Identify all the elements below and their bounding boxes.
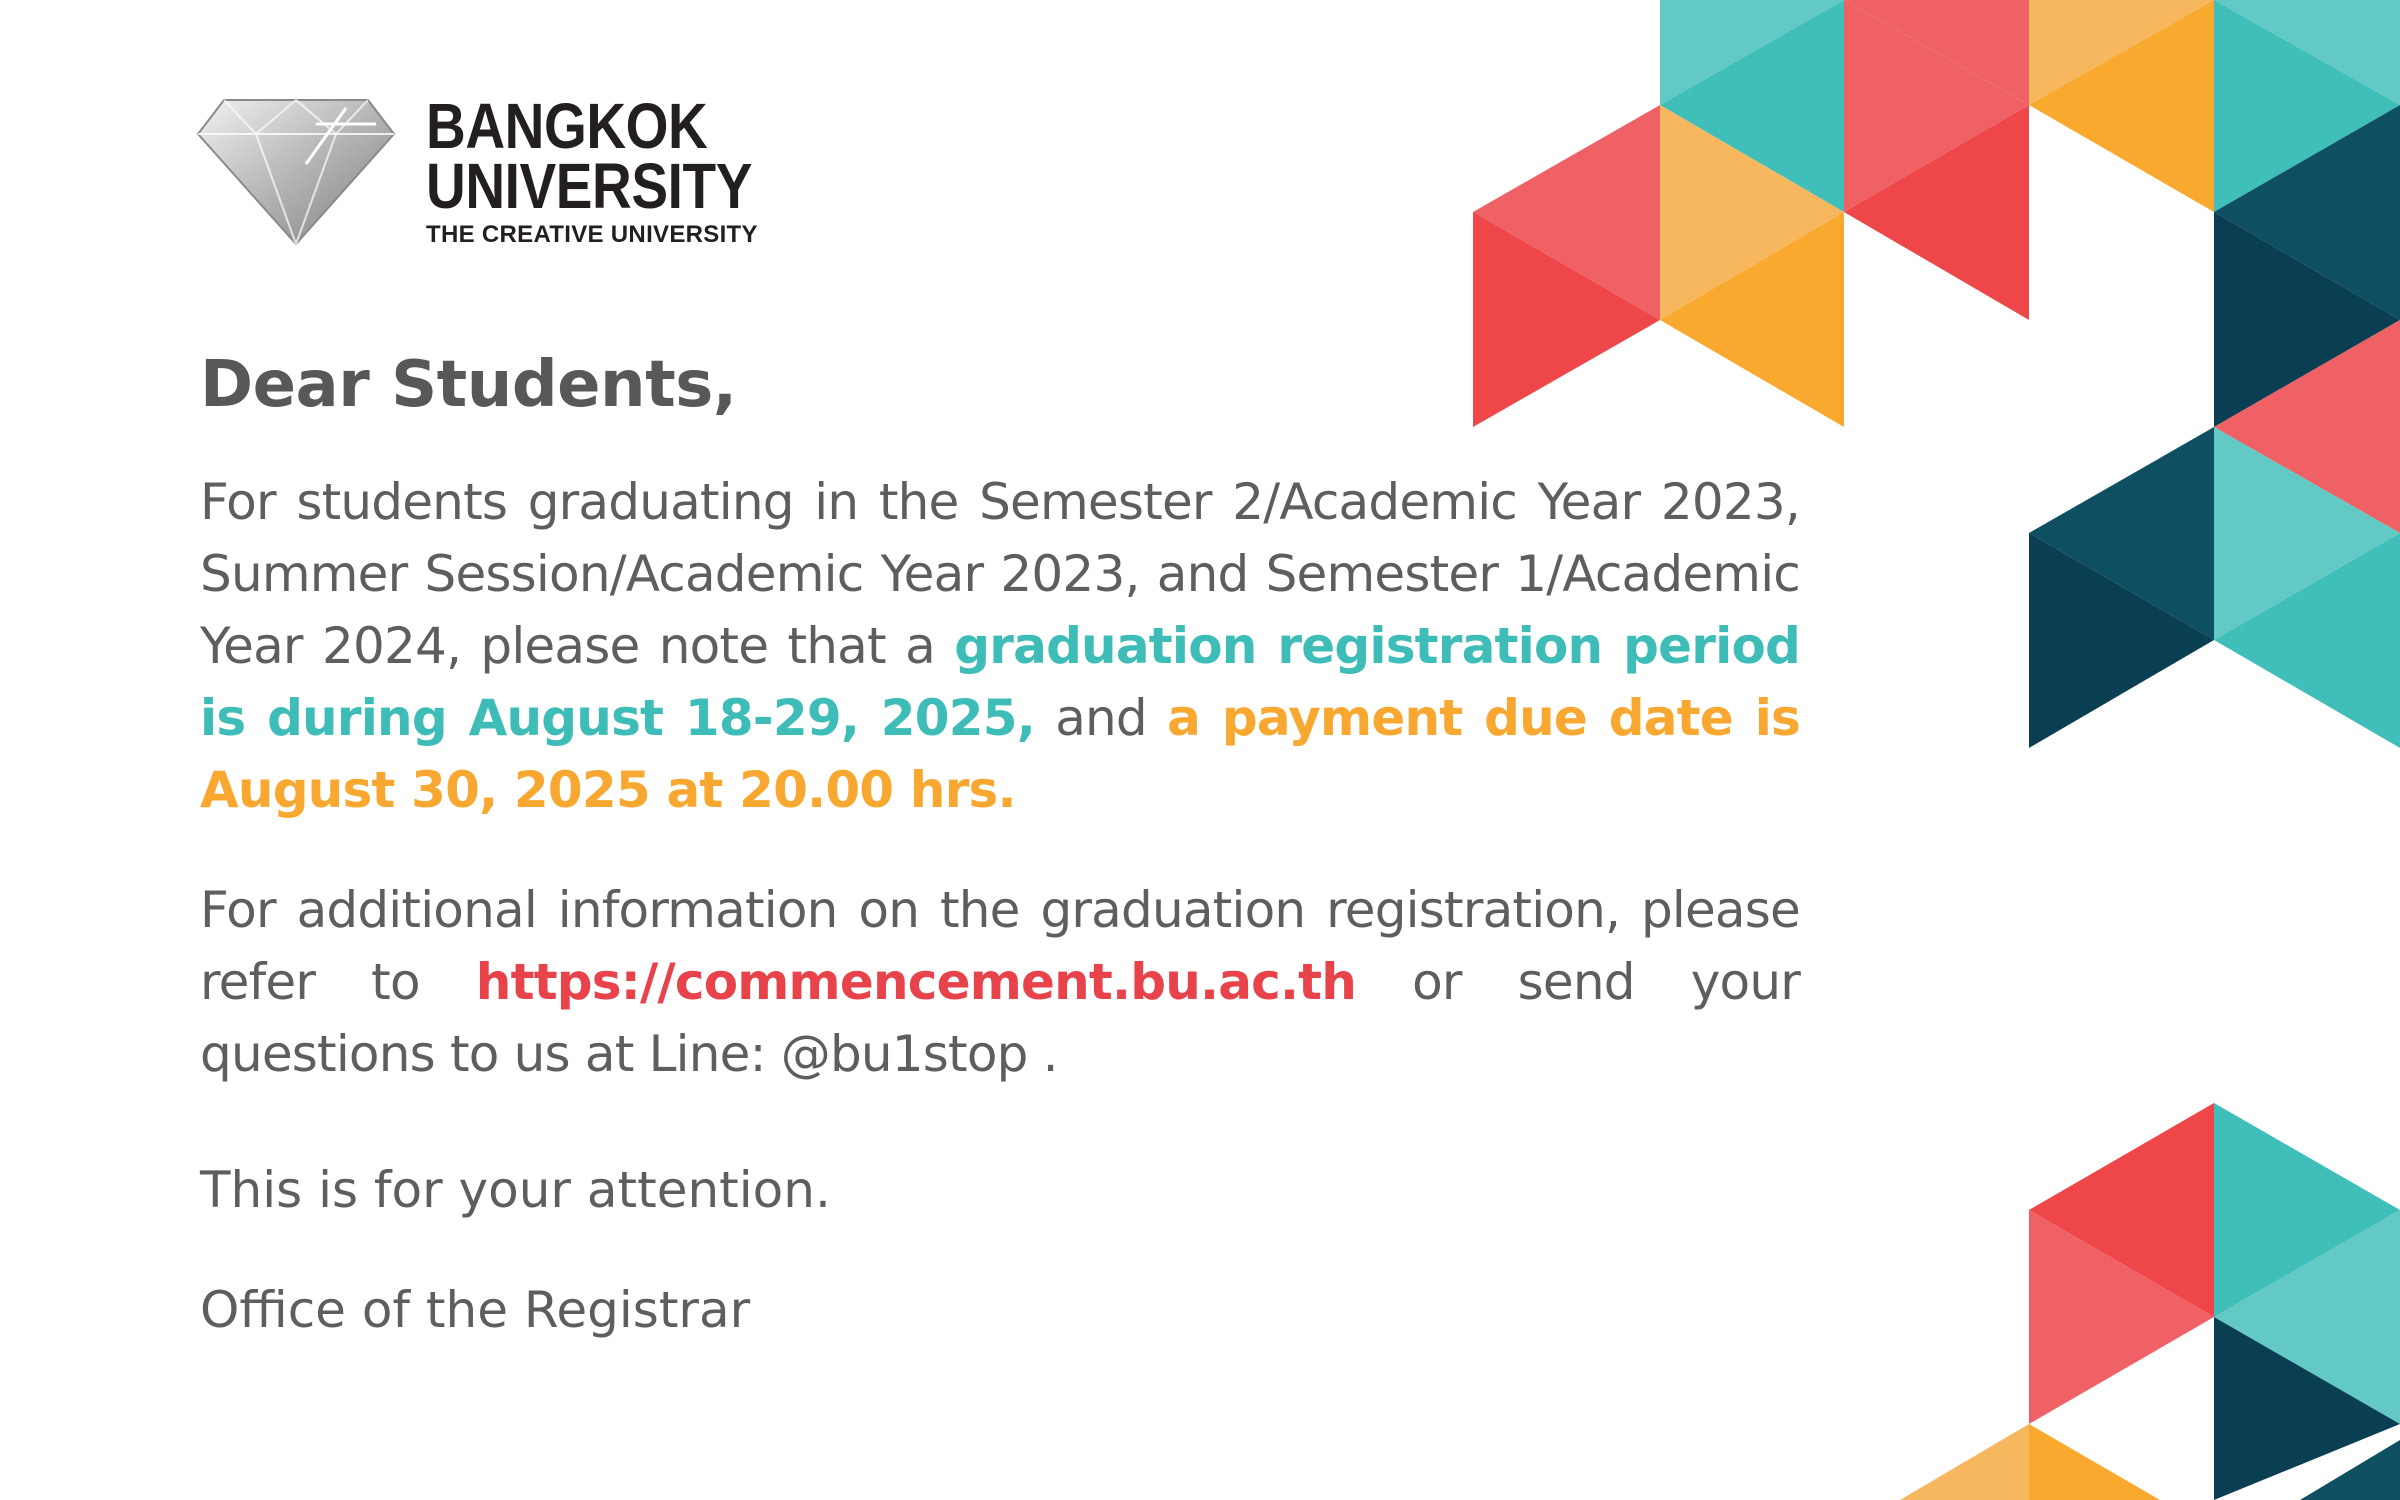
logo-title-line1: BANGKOK [426, 90, 708, 162]
registration-period-highlight: graduation registration period is during August 18-29, 2025, [200, 617, 1800, 747]
greeting: Dear Students, [200, 348, 737, 422]
diamond-icon [196, 94, 396, 246]
letter-body [200, 340, 1800, 1346]
closing-line: This is for your attention. [200, 1161, 831, 1219]
university-logo [196, 90, 805, 250]
registration-paragraph [200, 466, 1800, 826]
info-intro: For additional information on the graduation registration, please refer to [200, 881, 1800, 1011]
signature: Office of the Registrar [200, 1281, 751, 1339]
payment-due-highlight: a payment due date is August 30, 2025 at 20.00 hrs. [200, 689, 1800, 819]
info-outro: or send your questions to us at Line: @bu1stop . [200, 953, 1800, 1083]
logo-tagline: THE CREATIVE UNIVERSITY [426, 221, 758, 248]
logo-title-line2: UNIVERSITY [426, 150, 752, 222]
registration-connector: and [1034, 689, 1168, 747]
commencement-link[interactable]: https://commencement.bu.ac.th [475, 953, 1357, 1011]
registration-intro: For students graduating in the Semester 2/Academic Year 2023, Summer Session/Academic Year 2023, and Semester 1/Academic Year 2024, please note that a [200, 473, 1800, 675]
info-paragraph [200, 874, 1800, 1090]
